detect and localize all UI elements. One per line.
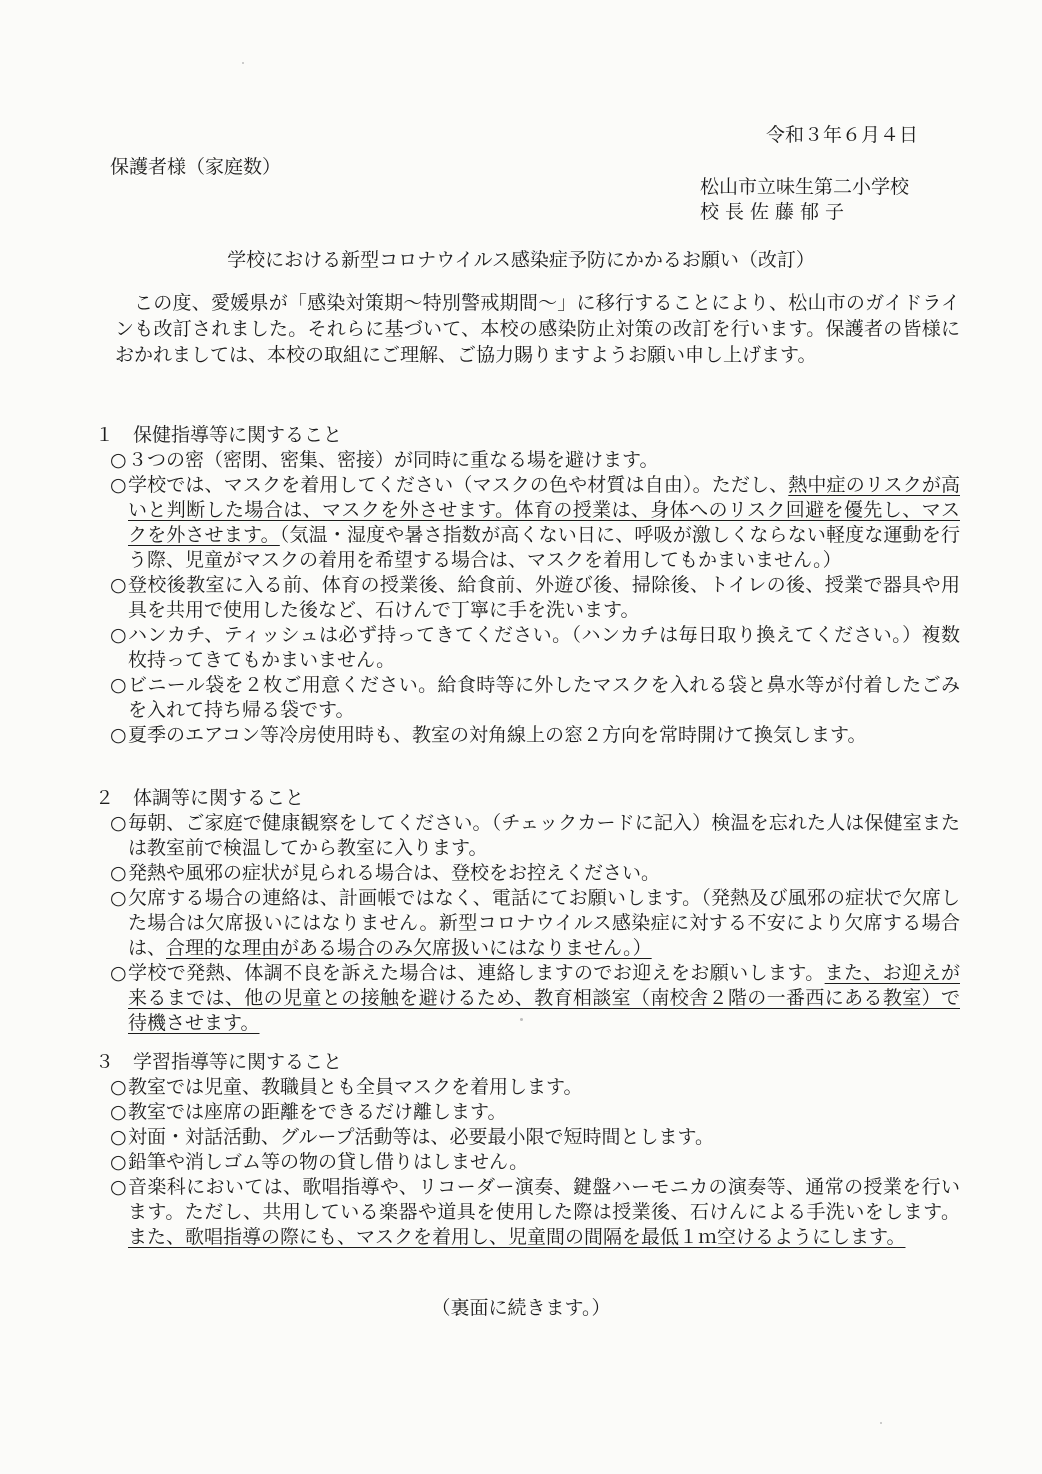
list-item [95,886,960,961]
recipient: 保護者様（家庭数） [110,156,282,178]
section-heading [95,423,960,448]
section-heading-text: 保健指導等に関すること [133,424,343,446]
section-physical-condition [95,786,960,1036]
intro-paragraph: この度、愛媛県が「感染対策期～特別警戒期間～」に移行することにより、松山市のガイドラインも改訂されました。それらに基づいて、本校の感染防止対策の改訂を行います。保護者の皆様におかれましては、本校の取組にご理解、ご協力賜りますようお願い申し上げます。 [115,292,960,366]
list-item [95,1175,960,1250]
list-item [95,1100,960,1125]
list-item [95,473,960,573]
item-underlined-text: また、お迎えが来るまでは、他の児童との接触を避けるため、教育相談室（南校舎２階の一番西にある教室）で待機させます。 [128,962,960,1034]
circle-bullet-icon: ○ [110,624,127,646]
scan-speck [520,1018,523,1021]
circle-bullet-icon: ○ [110,449,127,471]
scan-speck [242,62,244,64]
section-health-guidance [95,423,960,748]
circle-bullet-icon: ○ [110,1076,127,1098]
section-heading [95,1050,960,1075]
circle-bullet-icon: ○ [110,1101,127,1123]
circle-bullet-icon: ○ [110,674,127,696]
list-item [95,1075,960,1100]
list-item [95,1150,960,1175]
document-title: 学校における新型コロナウイルス感染症予防にかかるお願い（改訂） [227,249,815,271]
item-text: 毎朝、ご家庭で健康観察をしてください。（チェックカードに記入）検温を忘れた人は保健室または教室前で検温してから教室に入ります。 [128,812,960,859]
circle-bullet-icon: ○ [110,1151,127,1173]
circle-bullet-icon: ○ [110,887,127,909]
list-item [95,1125,960,1150]
item-underlined-text: また、歌唱指導の際にも、マスクを着用し、児童間の間隔を最低１ｍ空けるようにします。 [128,1226,906,1248]
list-item [95,961,960,1036]
list-item [95,448,960,473]
section-learning-guidance [95,1050,960,1250]
circle-bullet-icon: ○ [110,812,127,834]
circle-bullet-icon: ○ [110,862,127,884]
item-text: 欠席する場合の連絡は、計画帳ではなく、電話にてお願いします。（発熱及び風邪の症状で欠席した場合は欠席扱いにはなりません。新型コロナウイルス感染症に対する不安により欠席する場合は、 [128,887,960,959]
circle-bullet-icon: ○ [110,574,127,596]
circle-bullet-icon: ○ [110,1126,127,1148]
issue-date: 令和３年６月４日 [766,124,919,146]
list-item [95,623,960,673]
item-text: 教室では座席の距離をできるだけ離します。 [128,1101,507,1123]
continued-note: （裏面に続きます。） [431,1297,611,1319]
item-text-continued: （気温・湿度や暑さ指数が高くない日に、呼吸が激しくならない軽度な運動を行う際、児童がマスクの着用を希望する場合は、マスクを着用してもかまいません。） [128,524,960,571]
section-heading-text: 学習指導等に関すること [133,1051,343,1073]
school-name: 松山市立味生第二小学校 [700,176,910,198]
item-text: ハンカチ、ティッシュは必ず持ってきてください。（ハンカチは毎日取り換えてください。）複数枚持ってきてもかまいません。 [128,624,960,671]
item-text: 鉛筆や消しゴム等の物の貸し借りはしません。 [128,1151,529,1173]
list-item [95,723,960,748]
item-text: 学校で発熱、体調不良を訴えた場合は、連絡しますのでお迎えをお願いします。 [128,962,825,984]
item-text: ビニール袋を２枚ご用意ください。給食時等に外したマスクを入れる袋と鼻水等が付着したごみを入れて持ち帰る袋です。 [128,674,960,721]
item-text: 教室では児童、教職員とも全員マスクを着用します。 [128,1076,583,1098]
section-heading [95,786,960,811]
section-heading-text: 体調等に関すること [133,787,305,809]
circle-bullet-icon: ○ [110,962,127,984]
circle-bullet-icon: ○ [110,474,127,496]
item-text: 登校後教室に入る前、体育の授業後、給食前、外遊び後、掃除後、トイレの後、授業で器具や用具を共用で使用した後など、石けんで丁寧に手を洗います。 [128,574,960,621]
item-text: 発熱や風邪の症状が見られる場合は、登校をお控えください。 [128,862,661,884]
list-item [95,861,960,886]
principal-name: 校長佐藤郁子 [700,201,851,223]
section-number: ２ [95,787,115,809]
scan-speck [880,1422,882,1424]
item-underlined-text: 熱中症のリスクが高いと判断した場合は、マスクを外させます。体育の授業は、身体へのリスク回避を優先し、マスクを外させます。 [128,474,960,546]
item-text: 音楽科においては、歌唱指導や、リコーダー演奏、鍵盤ハーモニカの演奏等、通常の授業を行います。ただし、共用している楽器や道具を使用した際は授業後、石けんによる手洗いをします。 [128,1176,960,1223]
item-text: 学校では、マスクを着用してください（マスクの色や材質は自由）。ただし、 [128,474,789,496]
item-text: ３つの密（密閉、密集、密接）が同時に重なる場を避けます。 [128,449,659,471]
list-item [95,811,960,861]
circle-bullet-icon: ○ [110,724,127,746]
list-item [95,573,960,623]
item-text: 夏季のエアコン等冷房使用時も、教室の対角線上の窓２方向を常時開けて換気します。 [128,724,867,746]
section-number: １ [95,424,115,446]
list-item [95,673,960,723]
circle-bullet-icon: ○ [110,1176,127,1198]
item-underlined-text: 合理的な理由がある場合のみ欠席扱いにはなりません。） [166,937,652,959]
section-number: ３ [95,1051,115,1073]
item-text: 対面・対話活動、グループ活動等は、必要最小限で短時間とします。 [128,1126,714,1148]
